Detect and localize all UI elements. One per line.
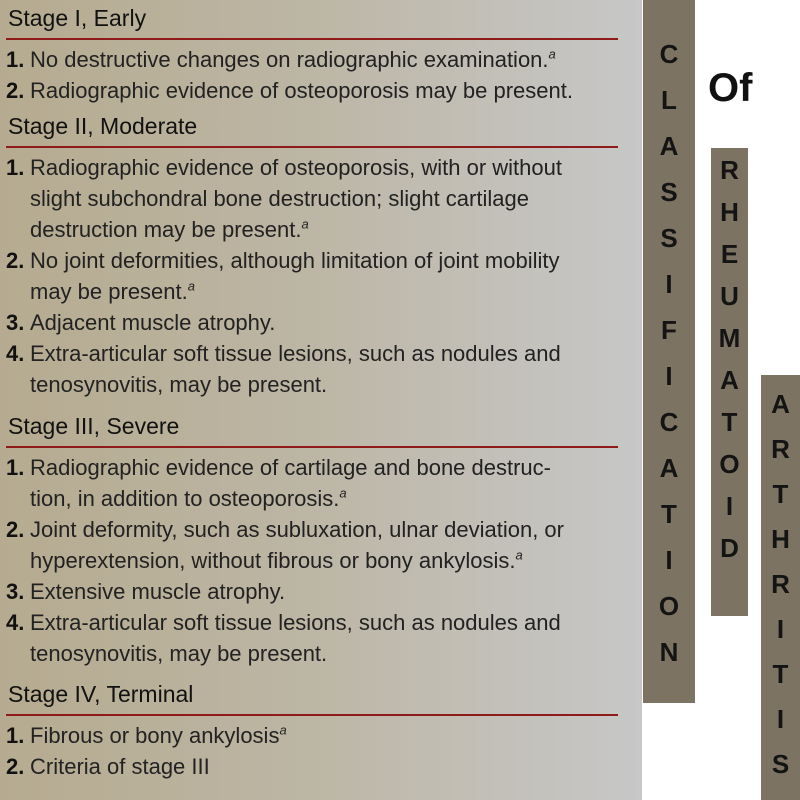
item-number: 1. xyxy=(6,155,25,180)
stage-item xyxy=(6,514,618,576)
footnote-marker: a xyxy=(339,485,347,501)
vertical-letter: I xyxy=(665,269,673,299)
stage-title: Stage IV, Terminal xyxy=(8,681,194,707)
vertical-letter: I xyxy=(725,491,734,521)
stage-item xyxy=(6,576,618,607)
item-number: 2. xyxy=(6,248,25,273)
stage-divider xyxy=(6,38,618,40)
item-text-line xyxy=(30,338,618,369)
item-text: destruction may be present. xyxy=(30,217,302,242)
item-text: hyperextension, without fibrous or bony ankylosis. xyxy=(30,548,516,573)
item-text-line xyxy=(30,245,618,276)
rheumatoid-letters xyxy=(711,148,748,576)
stage-item xyxy=(6,75,618,106)
item-text-line xyxy=(30,751,618,782)
vertical-letter: R xyxy=(771,569,790,599)
item-text-line xyxy=(30,452,618,483)
item-text-line xyxy=(30,545,618,576)
stage-item xyxy=(6,751,618,782)
item-text-line xyxy=(30,152,618,183)
stage-item xyxy=(6,152,618,245)
item-number: 3. xyxy=(6,579,25,604)
vertical-letter: T xyxy=(721,407,738,437)
footnote-marker: a xyxy=(515,547,523,563)
item-text: slight subchondral bone destruction; slight cartilage xyxy=(30,186,529,211)
item-text-line xyxy=(30,183,618,214)
item-text-line xyxy=(30,607,618,638)
item-text-line xyxy=(30,44,618,75)
item-number: 1. xyxy=(6,47,25,72)
classification-letters xyxy=(643,0,695,682)
vertical-letter: O xyxy=(719,449,740,479)
item-text: Criteria of stage III xyxy=(30,754,210,779)
stage-title: Stage II, Moderate xyxy=(8,113,198,139)
vertical-letter: C xyxy=(659,407,679,437)
item-text-line xyxy=(30,214,618,245)
vertical-letter: S xyxy=(771,749,790,779)
stage-item xyxy=(6,44,618,75)
item-number: 4. xyxy=(6,610,25,635)
item-text: tenosynovitis, may be present. xyxy=(30,641,328,666)
item-number: 3. xyxy=(6,310,25,335)
footnote-marker: a xyxy=(548,46,556,62)
item-text-line xyxy=(30,514,618,545)
arthritis-column xyxy=(761,375,800,800)
vertical-letter: H xyxy=(720,197,739,227)
item-number: 1. xyxy=(6,723,25,748)
item-text: Extensive muscle atrophy. xyxy=(30,579,286,604)
stage-1 xyxy=(6,4,618,106)
vertical-letter: I xyxy=(776,704,785,734)
vertical-letter: D xyxy=(720,533,739,563)
vertical-letter: E xyxy=(720,239,739,269)
item-number: 4. xyxy=(6,341,25,366)
stage-title: Stage I, Early xyxy=(8,5,147,31)
vertical-letter: A xyxy=(659,453,679,483)
vertical-letter: T xyxy=(772,659,789,689)
vertical-letter: C xyxy=(659,39,679,69)
of-label: Of xyxy=(708,66,753,110)
footnote-marker: a xyxy=(279,722,287,738)
vertical-letter: T xyxy=(772,479,789,509)
vertical-letter: I xyxy=(665,545,673,575)
vertical-letter: N xyxy=(659,637,679,667)
vertical-letter: M xyxy=(718,323,741,353)
item-text-line xyxy=(30,483,618,514)
stage-item xyxy=(6,720,618,751)
item-number: 1. xyxy=(6,455,25,480)
vertical-letter: L xyxy=(661,85,677,115)
stage-item xyxy=(6,338,618,400)
vertical-letter: R xyxy=(771,434,790,464)
item-text: No joint deformities, although limitation of joint mobility xyxy=(30,248,560,273)
item-number: 2. xyxy=(6,754,25,779)
vertical-letter: I xyxy=(776,614,785,644)
vertical-letter: R xyxy=(720,155,739,185)
vertical-letter: T xyxy=(661,499,677,529)
classification-column xyxy=(643,0,695,703)
item-text-line xyxy=(30,720,618,751)
stage-3 xyxy=(6,412,618,669)
rheumatoid-column xyxy=(711,148,748,616)
item-text: Radiographic evidence of osteoporosis may be present. xyxy=(30,78,573,103)
stage-item xyxy=(6,307,618,338)
footnote-marker: a xyxy=(301,216,309,232)
item-text-line xyxy=(30,276,618,307)
vertical-letter: S xyxy=(660,223,678,253)
item-text: tenosynovitis, may be present. xyxy=(30,372,328,397)
vertical-letter: A xyxy=(659,131,679,161)
arthritis-letters xyxy=(761,375,800,794)
item-text: Radiographic evidence of osteoporosis, with or without xyxy=(30,155,562,180)
stage-title: Stage III, Severe xyxy=(8,413,180,439)
stage-4 xyxy=(6,680,618,782)
vertical-letter: S xyxy=(660,177,678,207)
item-text-line xyxy=(30,638,618,669)
item-text: No destructive changes on radiographic examination. xyxy=(30,47,549,72)
item-text-line xyxy=(30,307,618,338)
vertical-letter: I xyxy=(665,361,673,391)
stage-divider xyxy=(6,446,618,448)
stage-divider xyxy=(6,714,618,716)
item-text: Fibrous or bony ankylosis xyxy=(30,723,280,748)
item-text: tion, in addition to osteoporosis. xyxy=(30,486,340,511)
item-text-line xyxy=(30,369,618,400)
stage-divider xyxy=(6,146,618,148)
vertical-letter: A xyxy=(771,389,790,419)
stage-item xyxy=(6,245,618,307)
item-text: Extra-articular soft tissue lesions, such as nodules and xyxy=(30,341,561,366)
item-text-line xyxy=(30,75,618,106)
item-text: may be present. xyxy=(30,279,188,304)
item-number: 2. xyxy=(6,78,25,103)
stage-2 xyxy=(6,112,618,400)
vertical-letter: A xyxy=(720,365,739,395)
item-text: Joint deformity, such as subluxation, ulnar deviation, or xyxy=(30,517,564,542)
vertical-letter: U xyxy=(720,281,739,311)
vertical-letter: H xyxy=(771,524,790,554)
item-text-line xyxy=(30,576,618,607)
item-number: 2. xyxy=(6,517,25,542)
vertical-letter: O xyxy=(658,591,680,621)
footnote-marker: a xyxy=(187,278,195,294)
stage-item xyxy=(6,452,618,514)
item-text: Extra-articular soft tissue lesions, such as nodules and xyxy=(30,610,561,635)
stage-item xyxy=(6,607,618,669)
vertical-letter: F xyxy=(661,315,677,345)
item-text: Adjacent muscle atrophy. xyxy=(30,310,276,335)
item-text: Radiographic evidence of cartilage and bone destruc- xyxy=(30,455,551,480)
